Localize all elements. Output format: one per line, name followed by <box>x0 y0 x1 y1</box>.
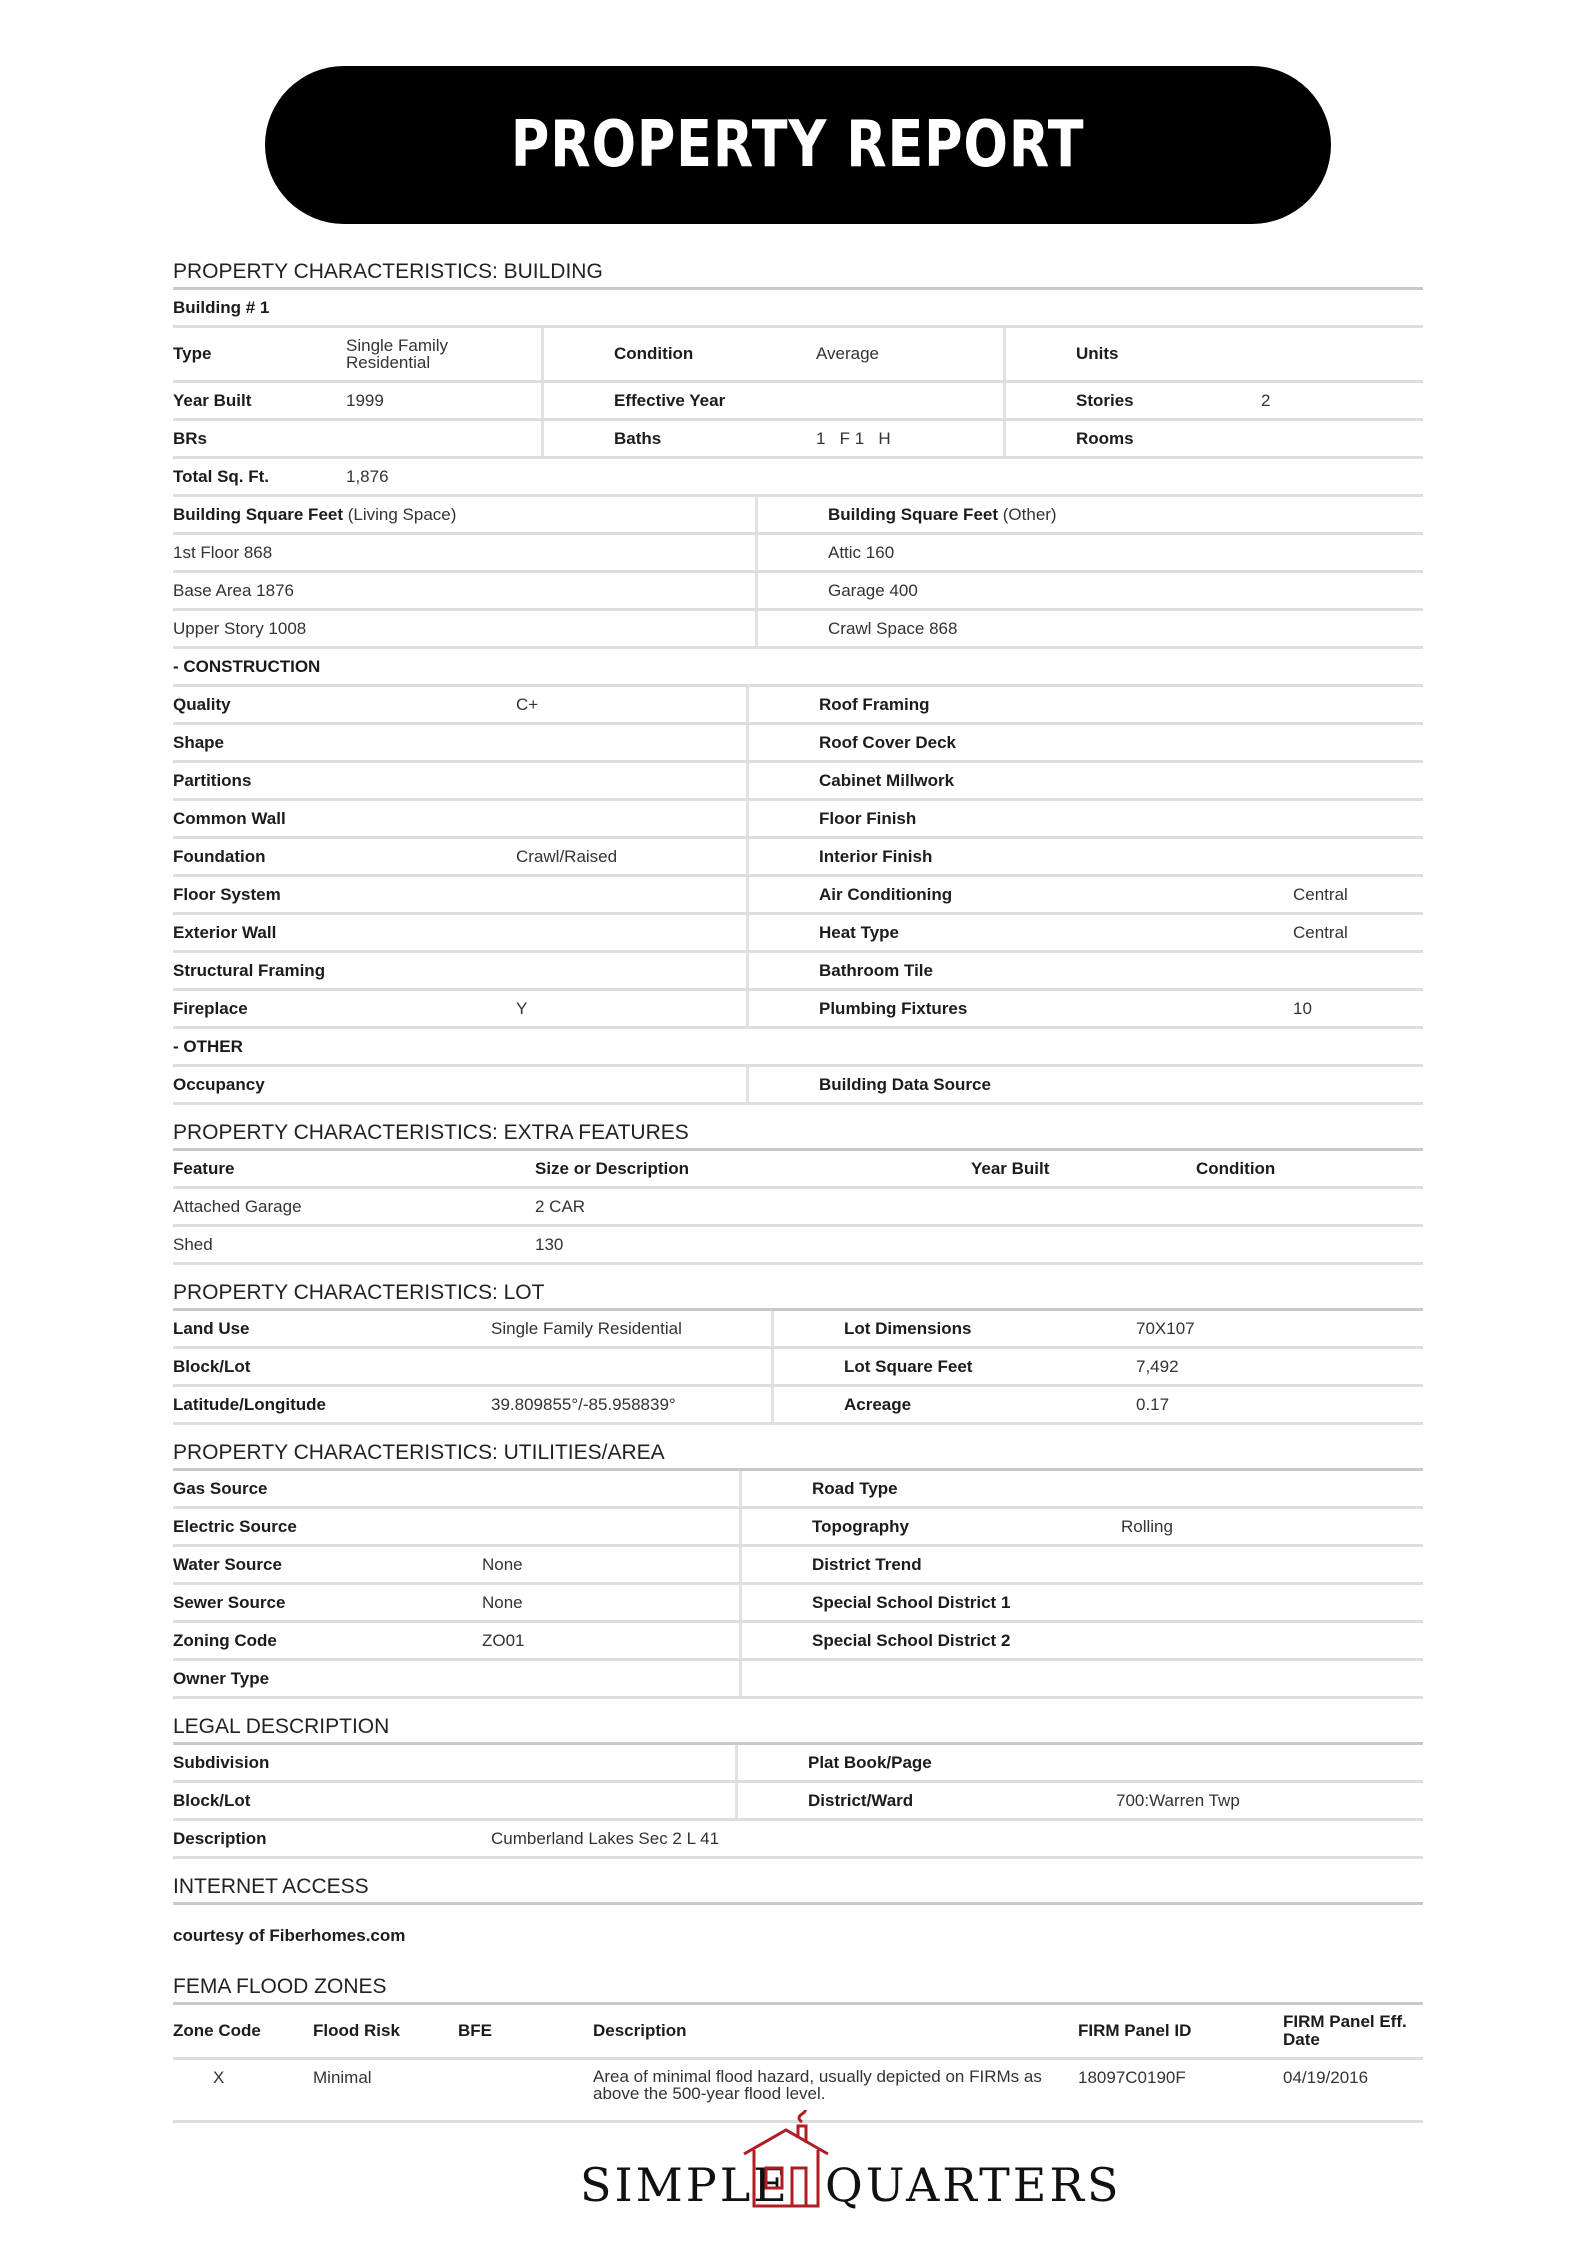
field-label: Lot Dimensions <box>844 1318 972 1338</box>
field-value: Y <box>516 998 528 1018</box>
field-value: None <box>482 1592 523 1612</box>
year-built-label: Year Built <box>173 390 252 410</box>
type-label: Type <box>173 344 212 363</box>
living-item: Base Area 1876 <box>173 580 294 600</box>
construction-subheading: - CONSTRUCTION <box>173 656 321 676</box>
stories-label: Stories <box>1076 390 1134 410</box>
field-row <box>173 1349 1423 1387</box>
column-header: BFE <box>458 2021 492 2040</box>
fema-header <box>173 2005 1423 2060</box>
column-header: Condition <box>1196 1158 1276 1178</box>
rooms-label: Rooms <box>1076 428 1134 448</box>
other-item: Crawl Space 868 <box>828 618 958 638</box>
field-label: Floor System <box>173 884 281 904</box>
other-item: Garage 400 <box>828 580 918 600</box>
field-label: Water Source <box>173 1554 282 1574</box>
field-label: Foundation <box>173 846 266 866</box>
description-label: Description <box>173 1828 267 1848</box>
field-row <box>173 1661 1423 1699</box>
field-label: Zoning Code <box>173 1630 277 1650</box>
field-row <box>173 801 1423 839</box>
total-sqft-value: 1,876 <box>346 466 389 486</box>
building-data-source-label: Building Data Source <box>819 1074 991 1094</box>
firm-panel-id: 18097C0190F <box>1078 2068 1186 2087</box>
baths-value: 1 F 1 H <box>816 428 891 448</box>
field-label: Land Use <box>173 1318 250 1338</box>
field-label: Plat Book/Page <box>808 1752 932 1772</box>
feature-name: Shed <box>173 1234 213 1254</box>
field-value: 0.17 <box>1136 1394 1170 1414</box>
section-heading-utilities: PROPERTY CHARACTERISTICS: UTILITIES/AREA <box>173 1439 1423 1471</box>
other-sqft-heading: Building Square Feet (Other) <box>828 504 1057 524</box>
column-header: FIRM Panel Eff. Date <box>1283 2012 1407 2049</box>
field-row <box>173 991 1423 1029</box>
field-row <box>173 1311 1423 1349</box>
field-label: Acreage <box>844 1394 912 1414</box>
field-value: 10 <box>1293 998 1312 1018</box>
description-value: Cumberland Lakes Sec 2 L 41 <box>491 1828 720 1848</box>
brs-label: BRs <box>173 428 208 448</box>
field-label: Sewer Source <box>173 1592 286 1612</box>
field-label: Interior Finish <box>819 846 933 866</box>
field-label: Special School District 2 <box>812 1630 1011 1650</box>
sqft-row <box>173 611 1423 649</box>
page-title: PROPERTY REPORT <box>511 108 1085 182</box>
firm-panel-date: 04/19/2016 <box>1283 2068 1369 2087</box>
type-row <box>173 328 1423 383</box>
field-label: Fireplace <box>173 998 248 1018</box>
field-row <box>173 877 1423 915</box>
field-label: Structural Framing <box>173 960 326 980</box>
field-label: Latitude/Longitude <box>173 1394 326 1414</box>
field-label: Bathroom Tile <box>819 960 933 980</box>
field-value: 39.809855°/-85.958839° <box>491 1394 676 1414</box>
property-report <box>173 258 1423 2123</box>
field-row <box>173 1623 1423 1661</box>
effective-year-label: Effective Year <box>614 390 726 410</box>
field-row <box>173 839 1423 877</box>
field-label: Lot Square Feet <box>844 1356 973 1376</box>
other-subheading-row <box>173 1029 1423 1067</box>
section-heading-legal: LEGAL DESCRIPTION <box>173 1713 1423 1745</box>
field-row <box>173 953 1423 991</box>
occupancy-label: Occupancy <box>173 1074 265 1094</box>
units-label: Units <box>1076 344 1119 363</box>
field-value: 700:Warren Twp <box>1116 1790 1240 1810</box>
baths-label: Baths <box>614 428 662 448</box>
field-value: Rolling <box>1121 1516 1173 1536</box>
field-label: Floor Finish <box>819 808 917 828</box>
column-header: Feature <box>173 1158 235 1178</box>
other-item: Attic 160 <box>828 542 895 562</box>
column-header: Year Built <box>971 1158 1050 1178</box>
field-row <box>173 1783 1423 1821</box>
field-label: Common Wall <box>173 808 286 828</box>
living-item: Upper Story 1008 <box>173 618 307 638</box>
section-heading-internet: INTERNET ACCESS <box>173 1873 1423 1905</box>
field-value: Crawl/Raised <box>516 846 618 866</box>
field-value: ZO01 <box>482 1630 525 1650</box>
field-value: None <box>482 1554 523 1574</box>
field-value: Single Family Residential <box>491 1318 682 1338</box>
year-row <box>173 383 1423 421</box>
section-heading-lot: PROPERTY CHARACTERISTICS: LOT <box>173 1279 1423 1311</box>
logo-text-left: SIMPLE <box>580 2158 790 2212</box>
field-label: Roof Framing <box>819 694 930 714</box>
field-row <box>173 1387 1423 1425</box>
feature-size: 2 CAR <box>535 1196 586 1216</box>
column-header: Flood Risk <box>313 2021 400 2040</box>
field-row <box>173 1509 1423 1547</box>
utilities-list <box>173 1471 1423 1699</box>
field-label: Heat Type <box>819 922 899 942</box>
other-subheading: - OTHER <box>173 1036 243 1056</box>
table-row <box>173 1227 1423 1265</box>
title-banner <box>265 66 1331 224</box>
field-label: Quality <box>173 694 231 714</box>
column-header: FIRM Panel ID <box>1078 2021 1192 2040</box>
simple-quarters-logo <box>580 2110 1122 2212</box>
field-value: 70X107 <box>1136 1318 1195 1338</box>
section-heading-fema: FEMA FLOOD ZONES <box>173 1973 1423 2005</box>
sqft-header-row <box>173 497 1423 535</box>
stories-value: 2 <box>1261 390 1271 410</box>
living-sqft-heading: Building Square Feet (Living Space) <box>173 504 457 524</box>
extra-features-header <box>173 1151 1423 1189</box>
building-number-row <box>173 290 1423 328</box>
field-row <box>173 763 1423 801</box>
living-item: 1st Floor 868 <box>173 542 273 562</box>
field-value: 7,492 <box>1136 1356 1179 1376</box>
field-row <box>173 1585 1423 1623</box>
sqft-row <box>173 573 1423 611</box>
construction-list <box>173 687 1423 1029</box>
field-label: Special School District 1 <box>812 1592 1011 1612</box>
field-label: District/Ward <box>808 1790 914 1810</box>
field-label: Air Conditioning <box>819 884 953 904</box>
construction-subheading-row <box>173 649 1423 687</box>
field-label: Topography <box>812 1516 909 1536</box>
internet-courtesy: courtesy of Fiberhomes.com <box>173 1926 406 1945</box>
condition-label: Condition <box>614 344 694 363</box>
field-label: Owner Type <box>173 1668 270 1688</box>
field-label: Road Type <box>812 1478 898 1498</box>
logo-text-right: QUARTERS <box>825 2158 1122 2212</box>
total-sqft-label: Total Sq. Ft. <box>173 466 270 486</box>
field-row <box>173 725 1423 763</box>
column-header: Description <box>593 2021 687 2040</box>
house-icon <box>738 2110 834 2210</box>
section-heading-building: PROPERTY CHARACTERISTICS: BUILDING <box>173 258 1423 290</box>
field-label: Partitions <box>173 770 252 790</box>
field-label: Block/Lot <box>173 1790 251 1810</box>
sqft-row <box>173 535 1423 573</box>
rooms-row <box>173 421 1423 459</box>
building-number: Building # 1 <box>173 297 270 317</box>
legal-list <box>173 1745 1423 1821</box>
field-label: Electric Source <box>173 1516 297 1536</box>
field-row <box>173 1745 1423 1783</box>
total-sqft-row <box>173 459 1423 497</box>
occupancy-row <box>173 1067 1423 1105</box>
field-label: Subdivision <box>173 1752 270 1772</box>
feature-name: Attached Garage <box>173 1196 302 1216</box>
field-value: C+ <box>516 694 539 714</box>
field-label: Roof Cover Deck <box>819 732 956 752</box>
field-label: Block/Lot <box>173 1356 251 1376</box>
column-header: Zone Code <box>173 2021 261 2040</box>
flood-risk: Minimal <box>313 2068 372 2087</box>
type-value: Single Family Residential <box>346 336 449 372</box>
field-label: Plumbing Fixtures <box>819 998 968 1018</box>
field-label: Shape <box>173 732 225 752</box>
description-row <box>173 1821 1423 1859</box>
year-built-value: 1999 <box>346 390 384 410</box>
column-header: Size or Description <box>535 1158 689 1178</box>
feature-size: 130 <box>535 1234 564 1254</box>
table-row <box>173 1189 1423 1227</box>
condition-value: Average <box>816 344 880 363</box>
field-label: Cabinet Millwork <box>819 770 955 790</box>
field-row <box>173 687 1423 725</box>
field-row <box>173 1471 1423 1509</box>
field-label: District Trend <box>812 1554 922 1574</box>
field-label: Gas Source <box>173 1478 268 1498</box>
field-value: Central <box>1293 884 1348 904</box>
field-row <box>173 1547 1423 1585</box>
zone-code: X <box>213 2068 225 2087</box>
field-row <box>173 915 1423 953</box>
field-label: Exterior Wall <box>173 922 277 942</box>
section-heading-extra-features: PROPERTY CHARACTERISTICS: EXTRA FEATURES <box>173 1119 1423 1151</box>
field-value: Central <box>1293 922 1348 942</box>
flood-description: Area of minimal flood hazard, usually depicted on FIRMs as above the 500-year flood level. <box>593 2067 1042 2103</box>
lot-list <box>173 1311 1423 1425</box>
